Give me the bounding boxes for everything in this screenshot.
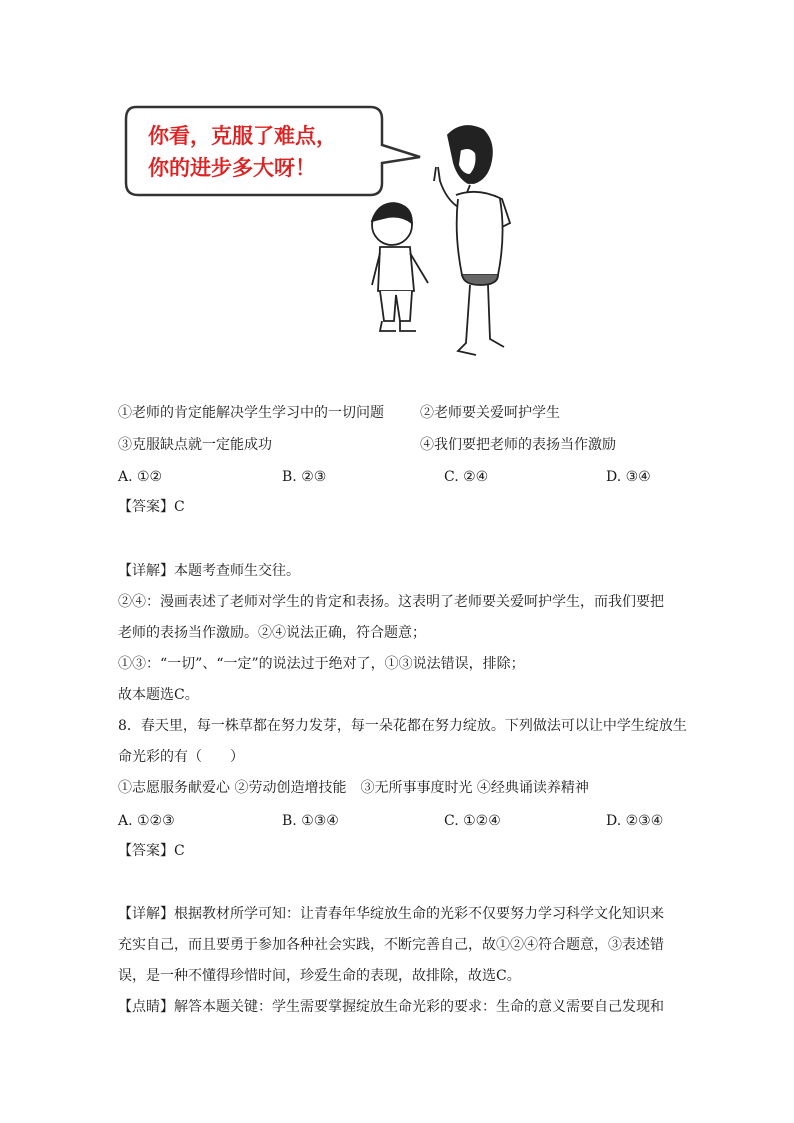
- q7-option-c: C. ②④: [444, 469, 489, 485]
- q7-statement-2: ②老师要关爱呵护学生: [420, 405, 560, 421]
- q7-option-b: B. ②③: [282, 469, 327, 485]
- q7-detail-5: 故本题选C。: [118, 687, 199, 703]
- teacher-praise-cartoon: [118, 95, 538, 365]
- child-figure: [372, 203, 428, 331]
- q8-statements: ①志愿服务献爱心 ②劳动创造增技能 ③无所事事度时光 ④经典诵读养精神: [118, 780, 589, 796]
- q7-option-d: D. ③④: [606, 469, 651, 485]
- q8-question-line-2: 命光彩的有（ ）: [118, 749, 244, 765]
- q7-detail-1: 【详解】本题考查师生交往。: [118, 563, 300, 579]
- q8-comment: 【点睛】解答本题关键：学生需要掌握绽放生命光彩的要求：生命的意义需要自己发现和: [118, 999, 664, 1015]
- q7-statement-4: ④我们要把老师的表扬当作激励: [420, 437, 616, 453]
- q8-detail-1: 【详解】根据教材所学可知：让青春年华绽放生命的光彩不仅要努力学习科学文化知识来: [118, 906, 664, 922]
- q8-option-d: D. ②③④: [606, 813, 664, 829]
- q8-option-b: B. ①③④: [282, 813, 339, 829]
- q7-option-a: A. ①②: [118, 469, 163, 485]
- q7-detail-2: ②④：漫画表述了老师对学生的肯定和表扬。这表明了老师要关爱呵护学生，而我们要把: [118, 594, 664, 610]
- teacher-figure: [434, 126, 510, 355]
- q8-detail-3: 误，是一种不懂得珍惜时间，珍爱生命的表现，故排除，故选C。: [118, 968, 521, 984]
- speech-bubble: [126, 107, 420, 195]
- q8-option-a: A. ①②③: [118, 813, 175, 829]
- q7-answer: 【答案】C: [118, 499, 185, 515]
- q8-detail-2: 充实自己，而且要勇于参加各种社会实践，不断完善自己，故①②④符合题意，③表述错: [118, 937, 664, 953]
- q7-detail-4: ①③：“一切”、“一定”的说法过于绝对了，①③说法错误，排除；: [118, 656, 525, 672]
- q8-question-line-1: 8．春天里，每一株草都在努力发芽，每一朵花都在努力绽放。下列做法可以让中学生绽放生: [118, 718, 687, 734]
- q8-answer: 【答案】C: [118, 843, 185, 859]
- q7-detail-3: 老师的表扬当作激励。②④说法正确，符合题意；: [118, 625, 426, 641]
- q7-statement-3: ③克服缺点就一定能成功: [118, 437, 272, 453]
- bubble-line-1: 你看，克服了难点，: [148, 124, 337, 148]
- bubble-line-2: 你的进步多大呀！: [148, 156, 316, 180]
- q7-statement-1: ①老师的肯定能解决学生学习中的一切问题: [118, 405, 384, 421]
- q8-option-c: C. ①②④: [444, 813, 501, 829]
